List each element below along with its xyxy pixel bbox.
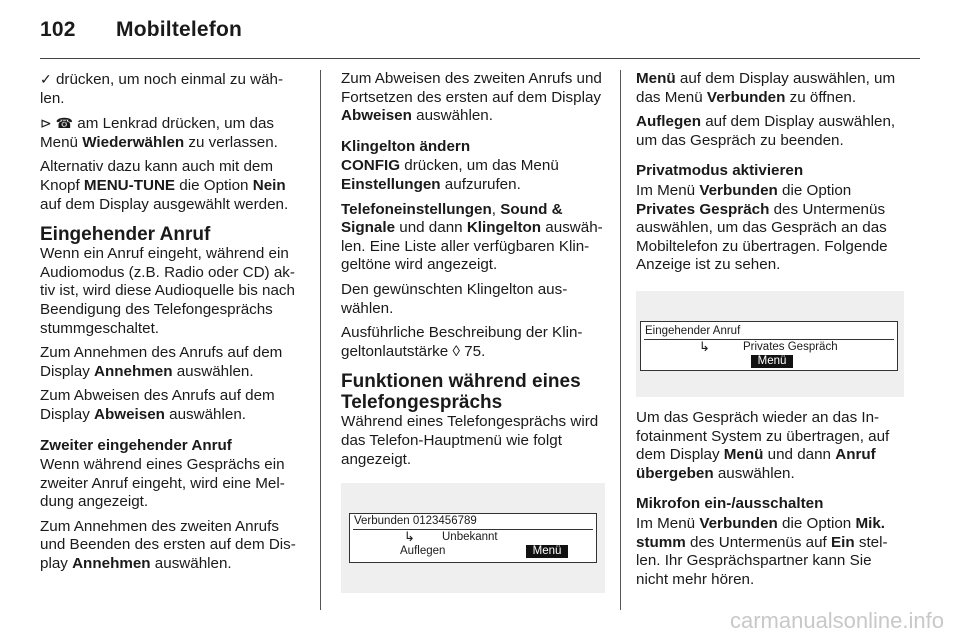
page-number: 102 (40, 18, 76, 41)
paragraph: Während eines Telefongesprächs wird das Telefon-Hauptmenü wie folgt angezeigt. (341, 413, 599, 468)
paragraph: Ausführliche Beschreibung der Klin-geltonlautstärke ◊ 75. (341, 324, 583, 360)
watermark: carmanualsonline.info (729, 608, 944, 633)
paragraph: ✓ drücken, um noch einmal zu wäh-len. (40, 71, 284, 107)
menu-option: Menü (751, 355, 793, 368)
paragraph: Um das Gespräch wieder an das In-fotainment System zu übertragen, auf dem Display Menü und dann Anruf übergeben auswählen. (636, 408, 890, 482)
display-title: Verbunden 0123456789 (354, 515, 477, 528)
subheading: Klingelton ändern (341, 137, 471, 155)
display-title: Eingehender Anruf (645, 324, 741, 337)
hangup-option: Auflegen (400, 545, 446, 558)
header-rule (40, 58, 920, 59)
subheading: Zweiter eingehender Anruf (40, 436, 232, 454)
phone-icon: ↳ (699, 338, 710, 354)
column-1 (40, 70, 306, 580)
section-heading: Funktionen während eines Telefongesprächs (341, 371, 581, 414)
steering-wheel-phone-icon: ⊳ ☎ (40, 115, 74, 132)
column-3 (636, 70, 904, 595)
paragraph: ⊳ ☎ am Lenkrad drücken, um das Menü Wiederwählen zu verlassen. (40, 115, 278, 151)
page-reference: ◊ 75. (452, 342, 486, 360)
paragraph: Den gewünschten Klingelton aus-wählen. (341, 280, 568, 317)
check-icon: ✓ (40, 71, 52, 87)
phone-icon: ↳ (404, 529, 415, 545)
subheading: Privatmodus aktivieren (636, 162, 804, 180)
display-screen (349, 513, 597, 563)
menu-option: Menü (526, 545, 568, 558)
paragraph: Auflegen auf dem Display auswählen, um das Gespräch zu beenden. (636, 113, 896, 149)
column-divider (620, 70, 621, 610)
paragraph: Wenn ein Anruf eingeht, während ein Audiomodus (z.B. Radio oder CD) ak-tiv ist, wird diese Audioquelle bis nach Beendigung des Telefongesprächs stummgeschaltet. (40, 245, 295, 337)
caller-name: Unbekannt (442, 531, 498, 544)
paragraph: Telefoneinstellungen, Sound & Signale und dann Klingelton auswäh-len. Eine Liste aller verfügbaren Klin-geltöne wird angezeigt. (341, 200, 603, 274)
private-call-option: Privates Gespräch (743, 340, 838, 353)
display-figure-private (636, 291, 904, 397)
paragraph: Alternativ dazu kann auch mit dem Knopf MENU-TUNE die Option Nein auf dem Display ausgewählt werden. (40, 158, 289, 213)
paragraph: Zum Abweisen des Anrufs auf dem Display Abweisen auswählen. (40, 387, 275, 423)
section-heading: Eingehender Anruf (40, 224, 211, 246)
display-figure-connected (341, 483, 605, 593)
paragraph: CONFIG drücken, um das Menü Einstellungen aufzurufen. (341, 157, 559, 193)
subheading: Mikrofon ein-/ausschalten (636, 495, 824, 513)
column-divider (320, 70, 321, 610)
paragraph: Zum Annehmen des zweiten Anrufs und Beenden des ersten auf dem Dis-play Annehmen auswählen. (40, 517, 296, 573)
paragraph: Zum Abweisen des zweiten Anrufs und Fortsetzen des ersten auf dem Display Abweisen auswählen. (341, 70, 602, 125)
page-title: Mobiltelefon (116, 18, 243, 41)
display-screen (640, 321, 898, 371)
paragraph: Zum Annehmen des Anrufs auf dem Display Annehmen auswählen. (40, 344, 283, 380)
paragraph: Im Menü Verbunden die Option Mik. stumm des Untermenüs auf Ein stel-len. Ihr Gesprächspartner kann Sie nicht mehr hören. (636, 514, 888, 588)
paragraph: Wenn während eines Gesprächs ein zweiter Anruf eingeht, wird eine Mel-dung angezeigt. (40, 456, 285, 511)
page-header (40, 18, 242, 42)
paragraph: Im Menü Verbunden die Option Privates Gespräch des Untermenüs auswählen, um das Gespräch an das Mobiltelefon zu übertragen. Folgende Anzeige ist zu sehen. (636, 181, 888, 274)
paragraph: Menü auf dem Display auswählen, um das Menü Verbunden zu öffnen. (636, 70, 896, 106)
column-2 (341, 70, 605, 593)
